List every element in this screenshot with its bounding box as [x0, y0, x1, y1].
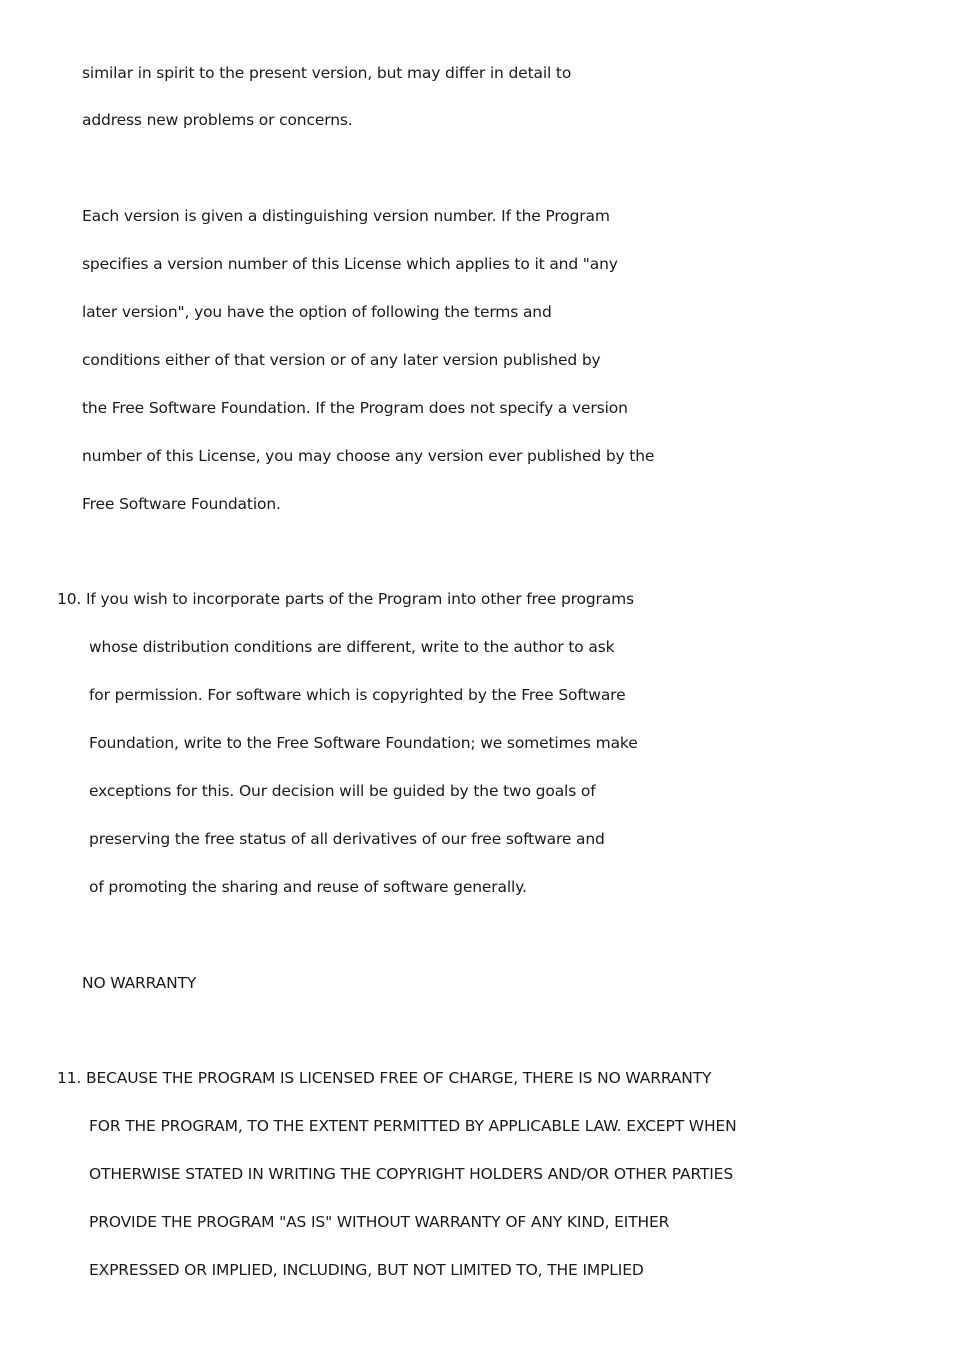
paragraph-line: Free Software Foundation.: [82, 495, 281, 513]
section-10-first-line: 10. If you wish to incorporate parts of the Program into other free programs: [57, 590, 634, 608]
section-11-first-line: 11. BECAUSE THE PROGRAM IS LICENSED FREE OF CHARGE, THERE IS NO WARRANTY: [57, 1069, 712, 1087]
paragraph-line: specifies a version number of this License which applies to it and "any: [82, 255, 618, 273]
paragraph-line: similar in spirit to the present version, but may differ in detail to: [82, 64, 572, 82]
section-11-line: PROVIDE THE PROGRAM "AS IS" WITHOUT WARRANTY OF ANY KIND, EITHER: [89, 1213, 670, 1231]
section-10-line: whose distribution conditions are different, write to the author to ask: [89, 638, 615, 656]
section-10-line: preserving the free status of all derivatives of our free software and: [89, 830, 605, 848]
section-11-line: FOR THE PROGRAM, TO THE EXTENT PERMITTED BY APPLICABLE LAW. EXCEPT WHEN: [89, 1117, 737, 1135]
section-10-line: of promoting the sharing and reuse of software generally.: [89, 878, 527, 896]
paragraph-line: number of this License, you may choose any version ever published by the: [82, 447, 655, 465]
paragraph-line: Each version is given a distinguishing version number. If the Program: [82, 207, 610, 225]
section-10-line: for permission. For software which is copyrighted by the Free Software: [89, 686, 626, 704]
section-11-line: EXPRESSED OR IMPLIED, INCLUDING, BUT NOT LIMITED TO, THE IMPLIED: [89, 1261, 644, 1279]
paragraph-line: address new problems or concerns.: [82, 111, 353, 129]
paragraph-line: conditions either of that version or of any later version published by: [82, 351, 601, 369]
paragraph-line: the Free Software Foundation. If the Program does not specify a version: [82, 399, 628, 417]
section-heading-no-warranty: NO WARRANTY: [82, 974, 197, 992]
section-11-line: OTHERWISE STATED IN WRITING THE COPYRIGHT HOLDERS AND/OR OTHER PARTIES: [89, 1165, 734, 1183]
paragraph-line: later version", you have the option of following the terms and: [82, 303, 552, 321]
section-10-line: exceptions for this. Our decision will be guided by the two goals of: [89, 782, 596, 800]
section-10-line: Foundation, write to the Free Software Foundation; we sometimes make: [89, 734, 638, 752]
